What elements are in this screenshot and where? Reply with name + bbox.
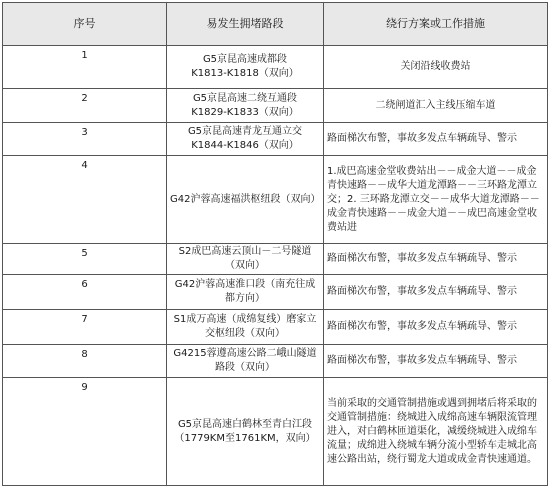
road-section: S1成万高速（成绵复线）磨家立交枢纽段（双向） <box>167 310 324 345</box>
row-number: 7 <box>3 310 167 345</box>
table-row <box>3 310 548 345</box>
table-header-row <box>3 3 548 46</box>
row-number: 5 <box>3 244 167 275</box>
congestion-table <box>2 2 548 486</box>
road-section: G5京昆高速白鹤林至青白江段（1779KM至1761KM，双向） <box>167 378 324 486</box>
table-row <box>3 156 548 244</box>
detour-measure: 路面梯次布警，事故多发点车辆疏导、警示 <box>324 244 548 275</box>
road-section: G5京昆高速成都段 K1813-K1818（双向） <box>167 46 324 89</box>
detour-measure: 关闭沿线收费站 <box>324 46 548 89</box>
header-detour-measure: 绕行方案或工作措施 <box>324 3 548 46</box>
table-row <box>3 89 548 123</box>
row-number: 2 <box>3 89 167 123</box>
table-row <box>3 123 548 156</box>
table-row <box>3 244 548 275</box>
road-section: S2成巴高速云顶山－二号隧道（双向） <box>167 244 324 275</box>
table-row <box>3 46 548 89</box>
table-row <box>3 345 548 378</box>
table-row <box>3 378 548 486</box>
road-section: G4215蓉遵高速公路二峨山隧道路段（双向） <box>167 345 324 378</box>
detour-measure: 二绕闸道汇入主线压缩车道 <box>324 89 548 123</box>
road-section: G42沪蓉高速福洪枢纽段（双向） <box>167 156 324 244</box>
row-number: 4 <box>3 156 167 244</box>
road-section: G5京昆高速青龙互通立交 K1844-K1846（双向） <box>167 123 324 156</box>
header-serial-number: 序号 <box>3 3 167 46</box>
header-congestion-section: 易发生拥堵路段 <box>167 3 324 46</box>
detour-measure: 当前采取的交通管制措施或遇到拥堵后将采取的交通管制措施：绕城进入成绵高速车辆限流管理进入，对白鹤林匝道渠化，减缓绕城进入成绵车流量；成绵进入绕城车辆分流小型轿车走城北高速公路出站，绕行蜀龙大道或成金青快速通道。 <box>324 378 548 486</box>
detour-measure: 1.成巴高速金堂收费站出－－成金大道－－成金青快速路－－成华大道龙潭路－－三环路龙潭立交；2. 三环路龙潭立交－－成华大道龙潭路－－成金青快速路－－成金大道－－成巴高速金堂收费站进 <box>324 156 548 244</box>
row-number: 9 <box>3 378 167 486</box>
detour-measure: 路面梯次布警，事故多发点车辆疏导、警示 <box>324 310 548 345</box>
detour-measure: 路面梯次布警，事故多发点车辆疏导、警示 <box>324 345 548 378</box>
detour-measure: 路面梯次布警，事故多发点车辆疏导、警示 <box>324 275 548 310</box>
row-number: 8 <box>3 345 167 378</box>
row-number: 6 <box>3 275 167 310</box>
row-number: 1 <box>3 46 167 89</box>
road-section: G42沪蓉高速淮口段（南充往成都方向） <box>167 275 324 310</box>
detour-measure: 路面梯次布警，事故多发点车辆疏导、警示 <box>324 123 548 156</box>
row-number: 3 <box>3 123 167 156</box>
table-row <box>3 275 548 310</box>
road-section: G5京昆高速二绕互通段 K1829-K1833（双向） <box>167 89 324 123</box>
